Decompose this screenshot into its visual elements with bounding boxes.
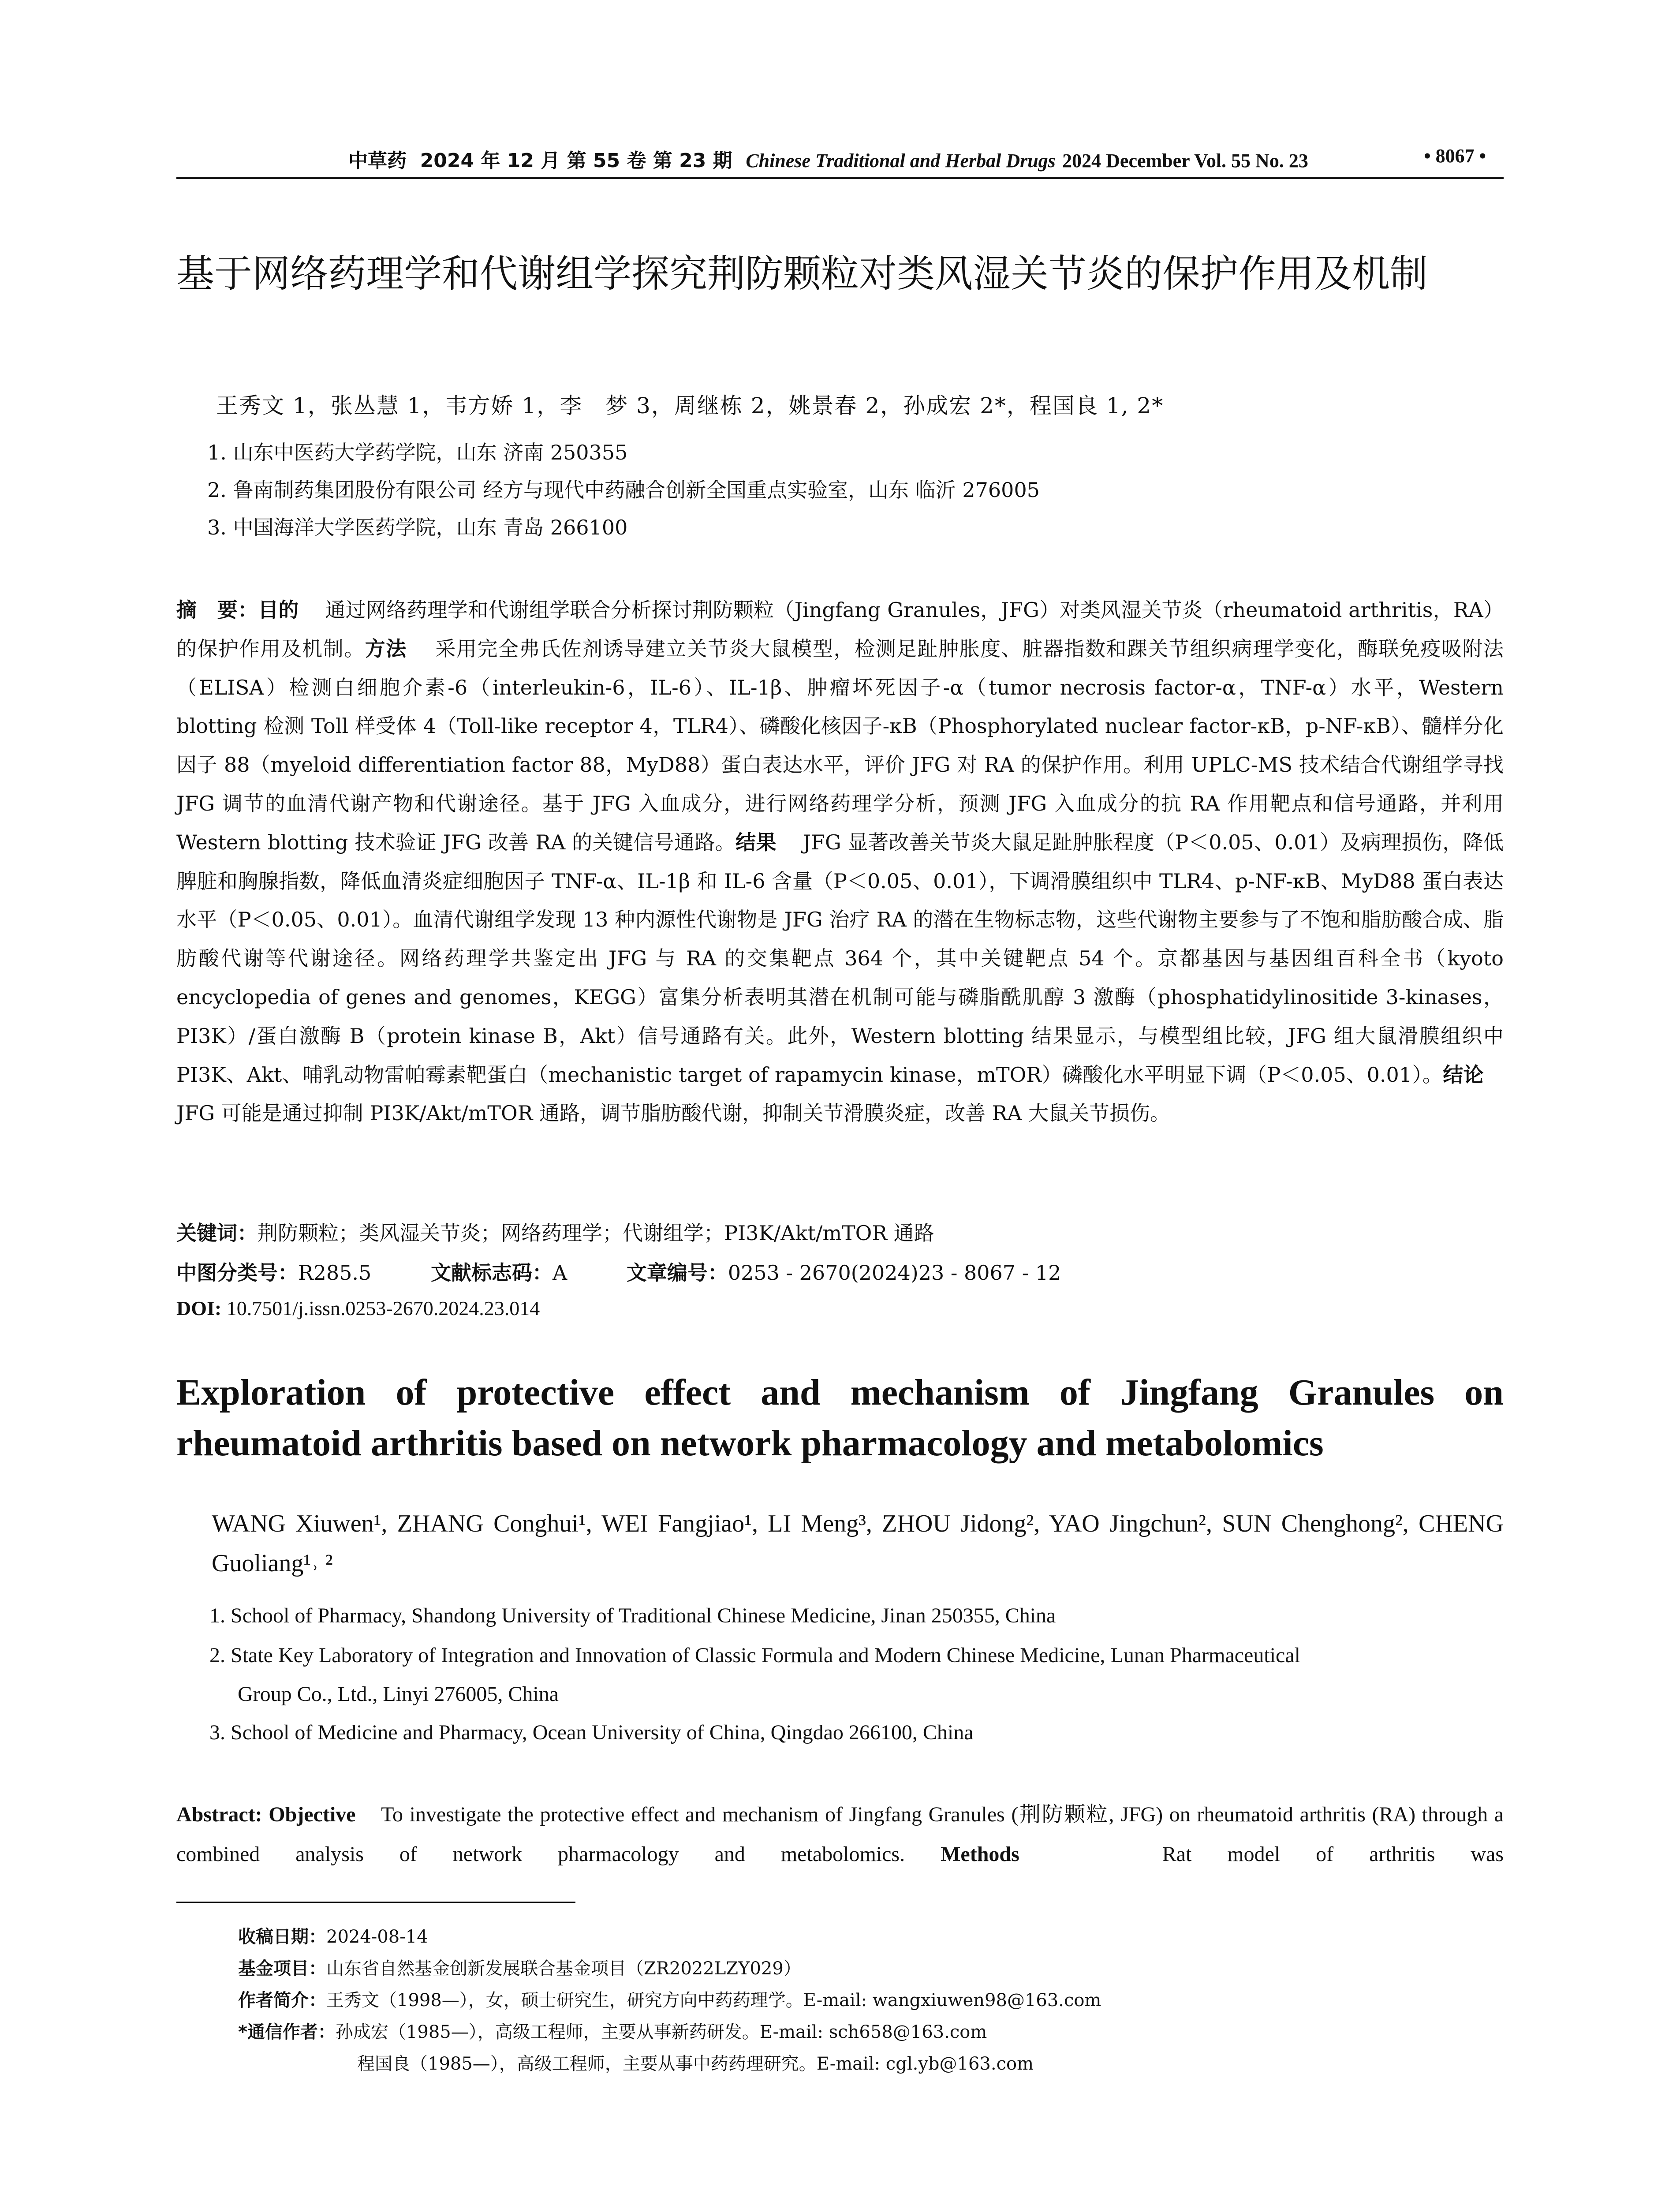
page-number: • 8067 • — [1424, 145, 1486, 167]
abstract-label: 摘 要： — [176, 598, 258, 622]
cn-title: 基于网络药理学和代谢组学探究荆防颗粒对类风湿关节炎的保护作用及机制 — [176, 252, 1428, 296]
footnote-text: 山东省自然基金创新发展联合基金项目（ZR2022LZY029） — [326, 1958, 801, 1979]
en-title: Exploration of protective effect and mechanism of Jingfang Granules on rheumatoid arthritis based on network pharmacology and metabolomics — [176, 1372, 1504, 1464]
objective-label: 目的 — [258, 598, 299, 622]
methods-text: 采用完全弗氏佐剂诱导建立关节炎大鼠模型，检测足趾肿胀度、脏器指数和踝关节组织病理学变化，酶联免疫吸附法（ELISA）检测白细胞介素-6（interleukin-6，IL-6）、IL-1β、肿瘤坏死因子-α（tumor necrosis factor-α，TNF-α）水平，Western blotting 检测 Toll 样受体 4（Toll-like receptor 4，TLR4）、磷酸化核因子-κB（Phosphorylated nuclear factor-κB，p-NF-κB）、髓样分化因子 88（myeloid differentiation factor 88，MyD88）蛋白表达水平，评价 JFG 对 RA 的保护作用。利用 UPLC-MS 技术结合代谢组学寻找 JFG 调节的血清代谢产物和代谢途径。基于 JFG 入血成分，进行网络药理学分析，预测 JFG 入血成分的抗 RA 作用靶点和信号通路，并利用 Western blotting 技术验证 JFG 改善 RA 的关键信号通路。 — [176, 636, 1504, 854]
footnote-author-bio — [238, 1986, 1101, 2011]
footnote-received — [238, 1923, 428, 1948]
footnote-label: 作者简介： — [238, 1990, 326, 2011]
results-label: 结果 — [735, 830, 777, 854]
keywords-label: 关键词： — [176, 1221, 258, 1245]
doc-code-label: 文献标志码： — [430, 1261, 553, 1285]
doc-code-value: A — [552, 1261, 567, 1285]
header-rule — [176, 177, 1504, 179]
footnote-text: 2024-08-14 — [326, 1927, 428, 1947]
objective-text: 通过网络药理学和代谢组学联合分析探讨荆防颗粒（Jingfang Granules，JFG）对类风湿关节炎（rheumatoid arthritis，RA）的保护作用及机制。 — [176, 598, 1504, 661]
header-citation — [348, 145, 1308, 173]
footnote-corresponding: 程国良（1985—），高级工程师，主要从事中药药理研究。E-mail: cgl.yb@163.com — [357, 2054, 1034, 2074]
results-text: JFG 显著改善关节炎大鼠足趾肿胀程度（P＜0.05、0.01）及病理损伤，降低脾脏和胸腺指数，降低血清炎症细胞因子 TNF-α、IL-1β 和 IL-6 含量（P＜0.05、0.01），下调滑膜组织中 TLR4、p-NF-κB、MyD88 蛋白表达水平（P＜0.05、0.01）。血清代谢组学发现 13 种内源性代谢物是 JFG 治疗 RA 的潜在生物标志物，这些代谢物主要参与了不饱和脂肪酸合成、脂肪酸代谢等代谢途径。网络药理学共鉴定出 JFG 与 RA 的交集靶点 364 个，其中关键靶点 54 个。京都基因与基因组百科全书（kyoto encyclopedia of genes and genomes，KEGG）富集分析表明其潜在机制可能与磷脂酰肌醇 3 激酶（phosphatidylinositide 3-kinases，PI3K）/蛋白激酶 B（protein kinase B，Akt）信号通路有关。此外，Western blotting 结果显示，与模型组比较，JFG 组大鼠滑膜组织中 PI3K、Akt、哺乳动物雷帕霉素靶蛋白（mechanistic target of rapamycin kinase，mTOR）磷酸化水平明显下调（P＜0.05、0.01）。 — [176, 830, 1504, 1087]
doi-label: DOI: — [176, 1297, 222, 1319]
footnote-label: 收稿日期： — [238, 1927, 326, 1947]
cn-affiliation: 3. 中国海洋大学医药学院，山东 青岛 266100 — [207, 516, 628, 539]
cn-affiliation: 2. 鲁南制药集团股份有限公司 经方与现代中药融合创新全国重点实验室，山东 临沂 276005 — [207, 478, 1040, 502]
en-affiliation-line: 2. State Key Laboratory of Integration and Innovation of Classic Formula and Modern Chinese Medicine, Lunan Pharmaceutical — [209, 1644, 1300, 1667]
issue-en: 2024 December Vol. 55 No. 23 — [1062, 150, 1308, 172]
en-affiliation: 1. School of Pharmacy, Shandong University of Traditional Chinese Medicine, Jinan 250355, China — [209, 1604, 1056, 1627]
doi — [176, 1297, 540, 1320]
clc-label: 中图分类号： — [176, 1261, 298, 1285]
en-affiliation: 3. School of Medicine and Pharmacy, Ocean University of China, Qingdao 266100, China — [209, 1721, 974, 1744]
cn-authors: 王秀文 1，张丛慧 1，韦方娇 1，李 梦 3，周继栋 2，姚景春 2，孙成宏 2*，程国良 1, 2* — [216, 393, 1164, 419]
cn-abstract — [176, 591, 1504, 1133]
conclusion-text: JFG 可能是通过抑制 PI3K/Akt/mTOR 通路，调节脂肪酸代谢，抑制关节滑膜炎症，改善 RA 大鼠关节损伤。 — [176, 1101, 1171, 1125]
footnote-text: 孙成宏（1985—），高级工程师，主要从事新药研发。E-mail: sch658@163.com — [335, 2022, 987, 2042]
en-methods-text: Rat model of arthritis was — [1162, 1842, 1504, 1866]
running-header — [176, 141, 1504, 176]
footnote-corresponding — [238, 2018, 987, 2043]
footnote-rule — [176, 1902, 575, 1903]
article-no-label: 文章编号： — [626, 1261, 728, 1285]
en-authors: WANG Xiuwen¹, ZHANG Conghui¹, WEI Fangjiao¹, LI Meng³, ZHOU Jidong², YAO Jingchun², SUN Chenghong², CHENG Guoliang¹˒ ² — [212, 1510, 1504, 1577]
footnote-fund — [238, 1955, 801, 1980]
journal-name-cn: 中草药 — [348, 149, 407, 172]
methods-label: 方法 — [365, 636, 407, 661]
conclusion-label: 结论 — [1443, 1062, 1484, 1087]
en-abstract-label: Abstract: Objective — [176, 1803, 356, 1826]
en-abstract — [176, 1795, 1504, 1874]
keywords-text: 荆防颗粒；类风湿关节炎；网络药理学；代谢组学；PI3K/Akt/mTOR 通路 — [258, 1221, 934, 1245]
en-affiliation — [209, 1636, 1504, 1714]
cn-classification — [176, 1257, 1061, 1286]
footnote-text: 王秀文（1998—），女，硕士研究生，研究方向中药药理学。E-mail: wangxiuwen98@163.com — [326, 1990, 1101, 2011]
en-methods-label: Methods — [941, 1842, 1019, 1866]
cn-affiliation: 1. 山东中医药大学药学院，山东 济南 250355 — [207, 441, 628, 464]
en-objective-text: To investigate the protective effect and mechanism of Jingfang Granules (荆防颗粒, JFG) on rheumatoid arthritis (RA) through a combined analysis of network pharmacology and metabolomics. — [176, 1803, 1504, 1866]
journal-name-en: Chinese Traditional and Herbal Drugs — [746, 150, 1056, 172]
clc-value: R285.5 — [298, 1261, 372, 1285]
en-affiliation-line: Group Co., Ltd., Linyi 276005, China — [238, 1682, 559, 1706]
issue-cn: 2024 年 12 月 第 55 卷 第 23 期 — [420, 149, 732, 172]
footnote-label: 基金项目： — [238, 1958, 326, 1979]
article-no-value: 0253 - 2670(2024)23 - 8067 - 12 — [728, 1261, 1061, 1285]
footnote-label: *通信作者： — [238, 2022, 336, 2042]
cn-keywords — [176, 1217, 934, 1246]
doi-value: 10.7501/j.issn.0253-2670.2024.23.014 — [226, 1297, 540, 1319]
